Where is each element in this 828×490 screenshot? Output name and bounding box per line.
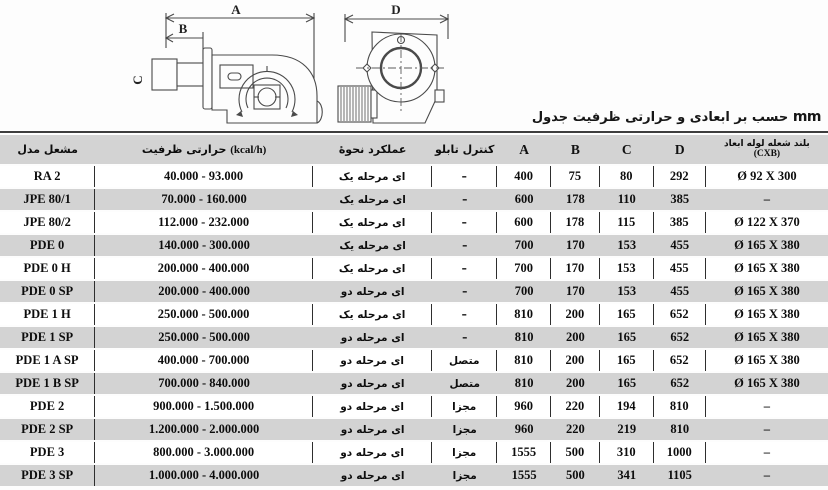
- header-dim-d: D: [654, 135, 706, 164]
- burner-front-view-drawing: [336, 2, 456, 132]
- cell-capacity: 400.000 - 700.000: [95, 350, 313, 371]
- header-dim-a: A: [497, 135, 551, 164]
- cell-mode: یک مرحله ای: [313, 212, 432, 233]
- cell-dim-a: 400: [497, 166, 551, 187]
- cell-control: –: [432, 258, 497, 279]
- table-row: [0, 304, 828, 325]
- cell-model: PDE 3: [0, 442, 95, 463]
- cell-mode: دو مرحله ای: [313, 373, 432, 394]
- cell-control: –: [432, 166, 497, 187]
- cell-mode: دو مرحله ای: [313, 281, 432, 302]
- mounting-flange: [203, 48, 212, 109]
- cell-mode: دو مرحله ای: [313, 396, 432, 417]
- cell-control: –: [432, 189, 497, 210]
- cell-dim-a: 960: [497, 419, 551, 440]
- ignition-box: [220, 65, 253, 88]
- table-row: [0, 235, 828, 256]
- cell-control: متصل: [432, 350, 497, 371]
- cell-capacity: 1.000.000 - 4.000.000: [95, 465, 313, 486]
- cell-control: مجزا: [432, 442, 497, 463]
- cell-dim-b: 170: [551, 281, 600, 302]
- cell-model: PDE 1 A SP: [0, 350, 95, 371]
- cell-dim-c: 80: [600, 166, 654, 187]
- cell-capacity: 900.000 - 1.500.000: [95, 396, 313, 417]
- cell-dim-a: 1555: [497, 442, 551, 463]
- cell-dim-a: 700: [497, 258, 551, 279]
- dimension-d-label: D: [391, 2, 401, 17]
- cell-control: مجزا: [432, 465, 497, 486]
- cell-model: PDE 1 B SP: [0, 373, 95, 394]
- header-cxb-code: (CXB): [753, 149, 781, 160]
- cell-dim-b: 170: [551, 235, 600, 256]
- cell-dim-a: 600: [497, 189, 551, 210]
- cell-control: متصل: [432, 373, 497, 394]
- cell-cxb: Ø 165 X 380: [706, 281, 828, 302]
- cell-mode: دو مرحله ای: [313, 419, 432, 440]
- cell-model: PDE 1 H: [0, 304, 95, 325]
- cell-cxb: –: [706, 189, 828, 210]
- table-row: [0, 465, 828, 486]
- cell-cxb: Ø 122 X 370: [706, 212, 828, 233]
- cell-mode: دو مرحله ای: [313, 442, 432, 463]
- table-row: [0, 442, 828, 463]
- cell-capacity: 250.000 - 500.000: [95, 304, 313, 325]
- cell-model: PDE 1 SP: [0, 327, 95, 348]
- cell-mode: یک مرحله ای: [313, 189, 432, 210]
- cell-dim-b: 200: [551, 327, 600, 348]
- cell-control: –: [432, 212, 497, 233]
- cell-dim-d: 455: [654, 235, 706, 256]
- cell-dim-a: 810: [497, 327, 551, 348]
- cell-dim-c: 165: [600, 350, 654, 371]
- cell-mode: دو مرحله ای: [313, 465, 432, 486]
- cell-capacity: 112.000 - 232.000: [95, 212, 313, 233]
- cell-capacity: 1.200.000 - 2.000.000: [95, 419, 313, 440]
- table-row: [0, 258, 828, 279]
- cell-model: JPE 80/1: [0, 189, 95, 210]
- cell-cxb: Ø 165 X 380: [706, 350, 828, 371]
- table-row: [0, 396, 828, 417]
- cell-cxb: Ø 165 X 380: [706, 258, 828, 279]
- cell-dim-a: 700: [497, 281, 551, 302]
- cell-cxb: Ø 92 X 300: [706, 166, 828, 187]
- cell-mode: یک مرحله ای: [313, 235, 432, 256]
- cell-dim-d: 652: [654, 373, 706, 394]
- cell-dim-c: 165: [600, 304, 654, 325]
- cell-control: –: [432, 327, 497, 348]
- cell-dim-d: 810: [654, 419, 706, 440]
- header-cxb-text: ابعاد لوله شعله بلند: [723, 138, 810, 149]
- cell-capacity: 250.000 - 500.000: [95, 327, 313, 348]
- cell-mode: یک مرحله ای: [313, 258, 432, 279]
- table-row: [0, 419, 828, 440]
- cell-dim-d: 652: [654, 350, 706, 371]
- cell-capacity: 70.000 - 160.000: [95, 189, 313, 210]
- cell-model: PDE 0: [0, 235, 95, 256]
- cell-dim-a: 700: [497, 235, 551, 256]
- blast-tube: [177, 63, 204, 86]
- spec-table: [0, 131, 828, 488]
- burner-side-view-diagram: [126, 2, 331, 132]
- dimension-c-label: C: [130, 75, 145, 85]
- header-dim-c: C: [600, 135, 654, 164]
- table-row: [0, 212, 828, 233]
- page-title: [532, 109, 821, 125]
- cell-mode: یک مرحله ای: [313, 166, 432, 187]
- header-capacity-unit: (kcal/h): [230, 144, 267, 156]
- cell-dim-d: 1000: [654, 442, 706, 463]
- cell-dim-a: 960: [497, 396, 551, 417]
- cell-model: PDE 0 H: [0, 258, 95, 279]
- page-title-unit: mm: [792, 109, 821, 125]
- cell-control: –: [432, 235, 497, 256]
- cell-dim-b: 220: [551, 419, 600, 440]
- spec-table-body: [0, 166, 828, 486]
- table-row: [0, 373, 828, 394]
- cell-model: RA 2: [0, 166, 95, 187]
- cell-dim-b: 75: [551, 166, 600, 187]
- header-row: [0, 135, 828, 164]
- cell-dim-d: 652: [654, 304, 706, 325]
- cell-dim-b: 200: [551, 350, 600, 371]
- cell-dim-c: 165: [600, 327, 654, 348]
- table-row: [0, 327, 828, 348]
- table-row: [0, 189, 828, 210]
- cell-dim-b: 500: [551, 442, 600, 463]
- cell-dim-d: 385: [654, 189, 706, 210]
- header-control: تابلو کنترل: [432, 135, 497, 164]
- cell-dim-c: 115: [600, 212, 654, 233]
- cell-dim-c: 194: [600, 396, 654, 417]
- cell-model: PDE 3 SP: [0, 465, 95, 486]
- cell-model: PDE 2: [0, 396, 95, 417]
- dimension-a-label: A: [231, 2, 241, 17]
- cell-dim-c: 310: [600, 442, 654, 463]
- cell-mode: دو مرحله ای: [313, 327, 432, 348]
- dimension-b-label: B: [178, 21, 188, 36]
- cell-dim-b: 220: [551, 396, 600, 417]
- cell-cxb: –: [706, 465, 828, 486]
- cell-cxb: –: [706, 442, 828, 463]
- cell-dim-a: 810: [497, 350, 551, 371]
- cell-dim-b: 170: [551, 258, 600, 279]
- header-cxb: [706, 135, 828, 164]
- cell-model: PDE 0 SP: [0, 281, 95, 302]
- cell-capacity: 200.000 - 400.000: [95, 258, 313, 279]
- cell-dim-d: 652: [654, 327, 706, 348]
- cell-dim-c: 153: [600, 281, 654, 302]
- cell-dim-a: 810: [497, 373, 551, 394]
- cell-dim-b: 178: [551, 212, 600, 233]
- cell-dim-c: 219: [600, 419, 654, 440]
- cell-mode: یک مرحله ای: [313, 304, 432, 325]
- cell-model: JPE 80/2: [0, 212, 95, 233]
- burner-side-view-drawing: [126, 2, 331, 132]
- page-title-text: جدول ظرفیت حرارتی و ابعادی بر حسب: [531, 110, 789, 125]
- cell-dim-c: 110: [600, 189, 654, 210]
- cell-model: PDE 2 SP: [0, 419, 95, 440]
- cell-mode: دو مرحله ای: [313, 350, 432, 371]
- header-mode: نحوهٔ عملکرد: [313, 135, 432, 164]
- cell-cxb: Ø 165 X 380: [706, 327, 828, 348]
- cell-capacity: 700.000 - 840.000: [95, 373, 313, 394]
- header-capacity: [95, 135, 313, 164]
- cell-dim-d: 455: [654, 258, 706, 279]
- cell-cxb: Ø 165 X 380: [706, 235, 828, 256]
- cell-dim-a: 1555: [497, 465, 551, 486]
- table-row: [0, 350, 828, 371]
- header-dim-b: B: [551, 135, 600, 164]
- table-row: [0, 166, 828, 187]
- cell-dim-d: 810: [654, 396, 706, 417]
- cell-capacity: 200.000 - 400.000: [95, 281, 313, 302]
- table-row: [0, 281, 828, 302]
- cell-cxb: –: [706, 396, 828, 417]
- cell-dim-b: 200: [551, 373, 600, 394]
- header-model: مدل مشعل: [0, 135, 95, 164]
- cell-dim-d: 385: [654, 212, 706, 233]
- cell-cxb: Ø 165 X 380: [706, 304, 828, 325]
- cell-dim-b: 200: [551, 304, 600, 325]
- cell-cxb: –: [706, 419, 828, 440]
- cell-dim-c: 165: [600, 373, 654, 394]
- burner-front-view-diagram: [336, 2, 456, 132]
- cell-dim-b: 178: [551, 189, 600, 210]
- cell-dim-c: 153: [600, 258, 654, 279]
- cell-dim-a: 810: [497, 304, 551, 325]
- header-capacity-text: ظرفیت حرارتی: [141, 143, 227, 156]
- blast-tube-endcap: [152, 59, 177, 90]
- cell-capacity: 140.000 - 300.000: [95, 235, 313, 256]
- cell-dim-a: 600: [497, 212, 551, 233]
- cell-control: –: [432, 304, 497, 325]
- cell-dim-c: 341: [600, 465, 654, 486]
- cell-dim-d: 455: [654, 281, 706, 302]
- cell-control: –: [432, 281, 497, 302]
- cell-cxb: Ø 165 X 380: [706, 373, 828, 394]
- cell-dim-d: 1105: [654, 465, 706, 486]
- cell-capacity: 40.000 - 93.000: [95, 166, 313, 187]
- cell-dim-d: 292: [654, 166, 706, 187]
- fan-motor: [338, 86, 371, 122]
- cell-capacity: 800.000 - 3.000.000: [95, 442, 313, 463]
- cell-dim-b: 500: [551, 465, 600, 486]
- cell-control: مجزا: [432, 419, 497, 440]
- cell-control: مجزا: [432, 396, 497, 417]
- cell-dim-c: 153: [600, 235, 654, 256]
